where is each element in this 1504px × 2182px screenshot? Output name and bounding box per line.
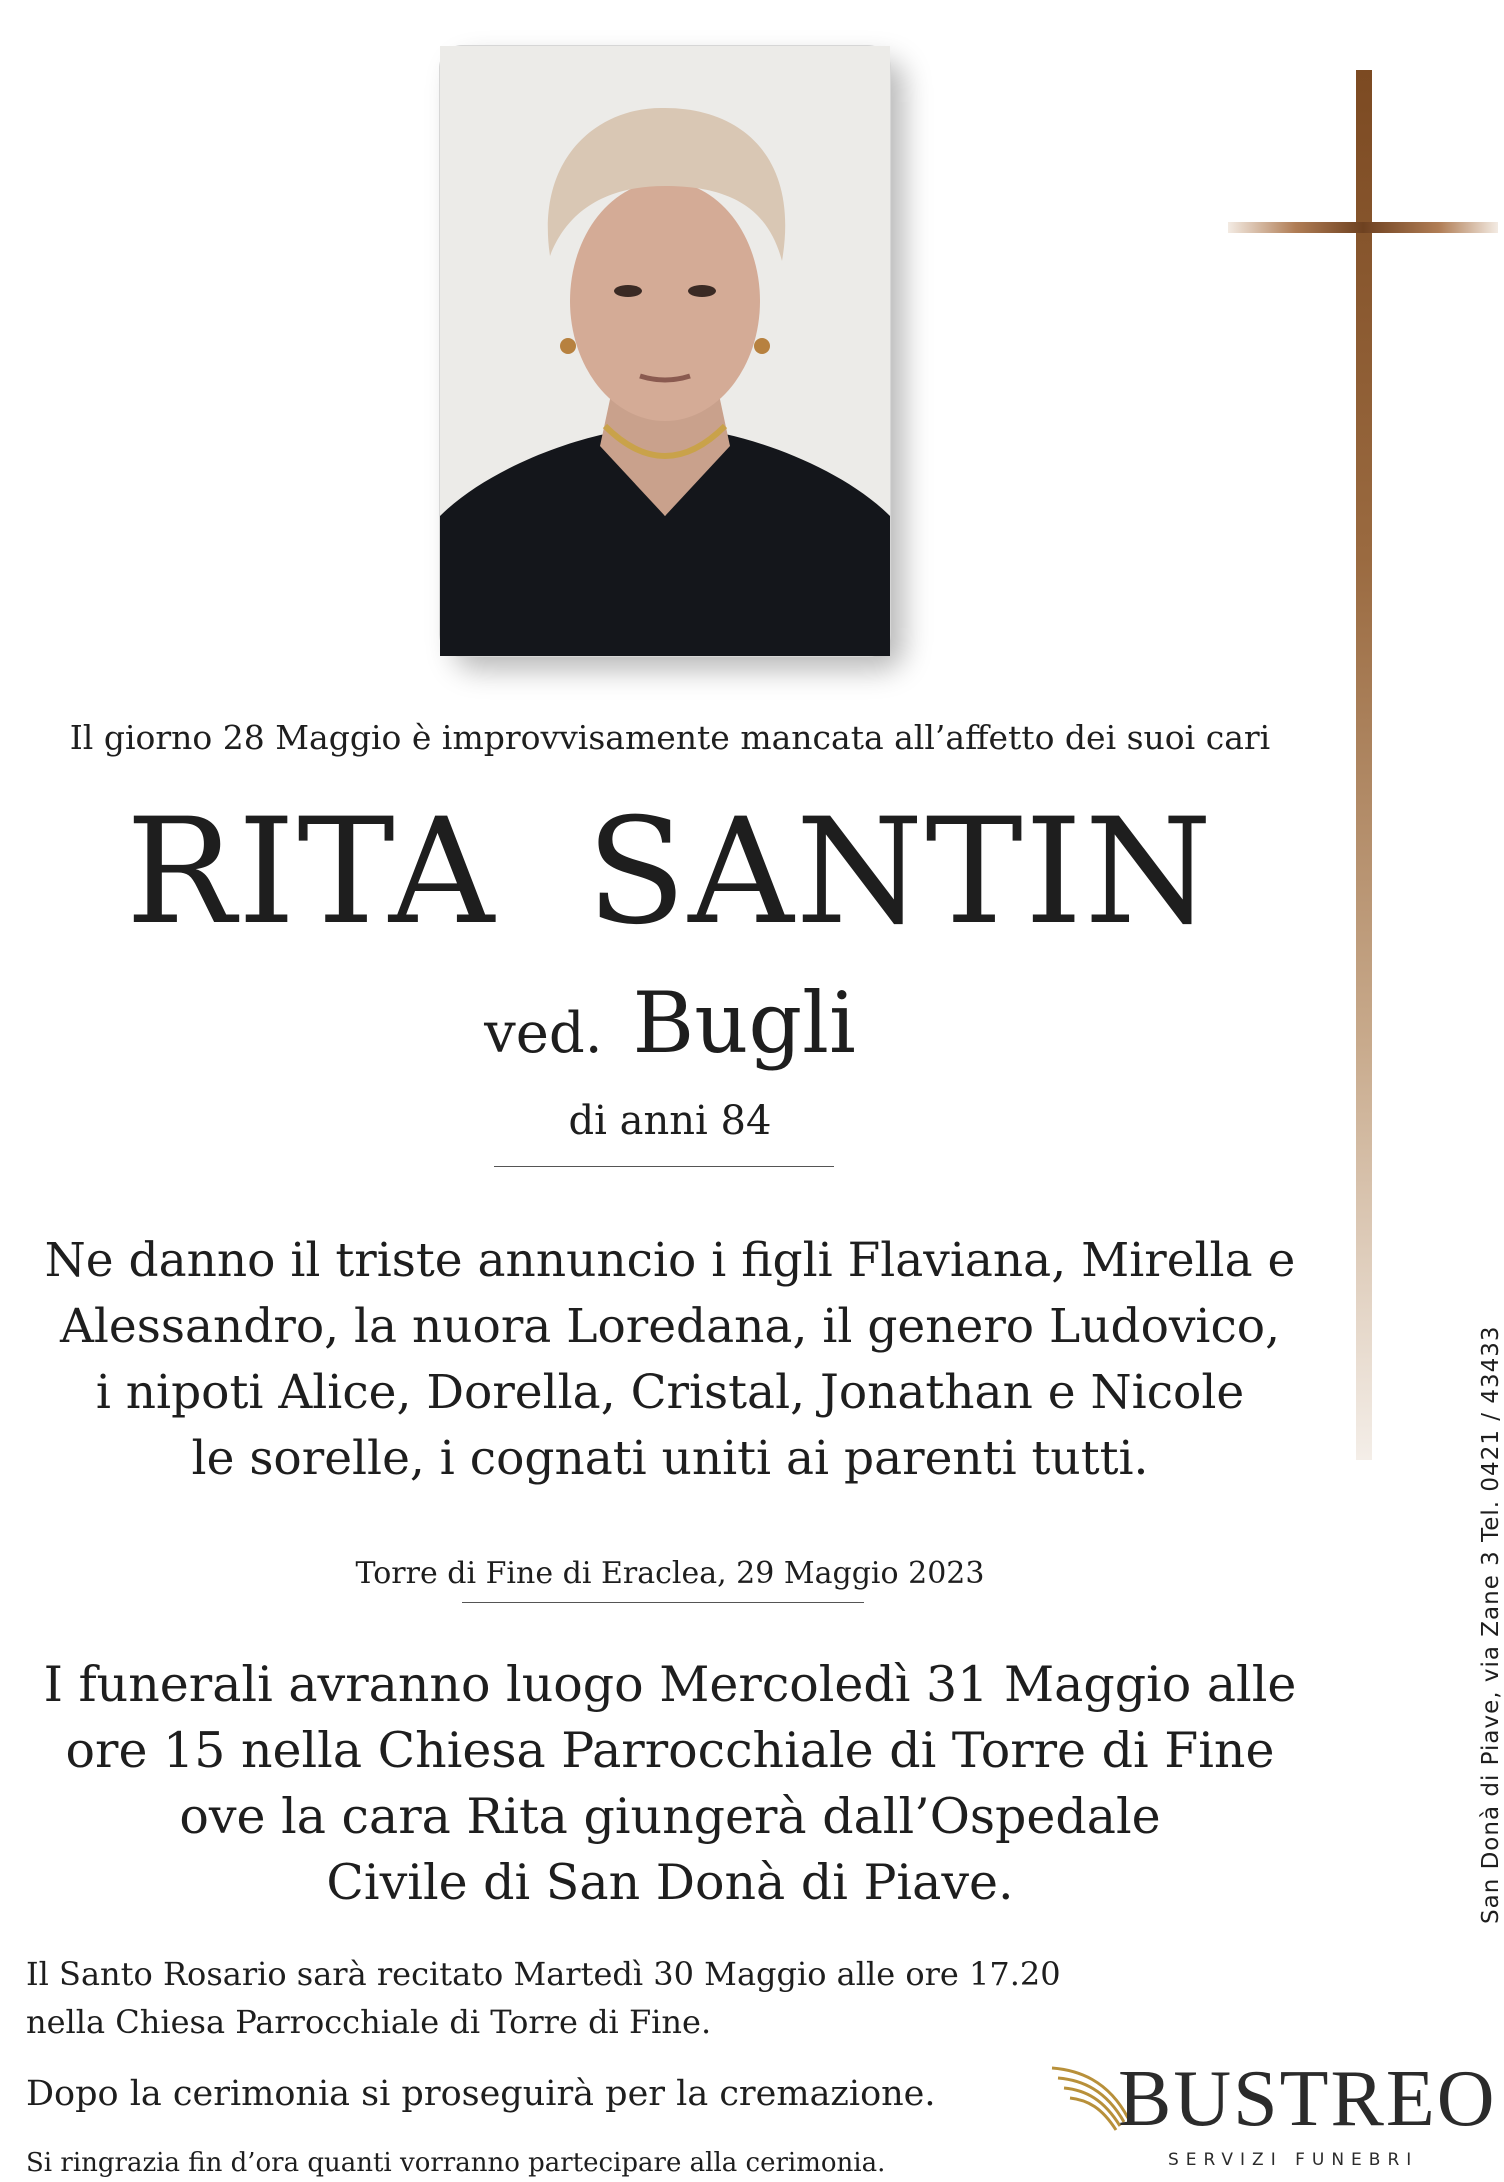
announcement-line: Ne danno il triste annuncio i figli Flaviana, Mirella e — [44, 1233, 1296, 1288]
first-name: RITA — [125, 787, 497, 957]
rosary-line: Il Santo Rosario sarà recitato Martedì 30 Maggio alle ore 17.20 — [26, 1955, 1061, 1993]
age: di anni 84 — [568, 1098, 772, 1144]
cross-vertical-bar — [1356, 70, 1372, 1460]
funeral-line: ore 15 nella Chiesa Parrocchiale di Torre di Fine — [65, 1722, 1275, 1779]
agency-subtitle: SERVIZI FUNEBRI — [1168, 2150, 1419, 2170]
announcement — [40, 1228, 1300, 1492]
divider — [494, 1166, 834, 1167]
married-surname: Bugli — [632, 974, 856, 1072]
agency-name: BUSTREO — [1118, 2055, 1497, 2143]
portrait-photo — [440, 46, 890, 656]
married-prefix: ved. — [484, 1001, 603, 1066]
cross-horizontal-bar — [1228, 222, 1498, 233]
deceased-name — [0, 787, 1340, 957]
funeral-line: ove la cara Rita giungerà dall’Ospedale — [179, 1788, 1161, 1845]
married-name — [0, 974, 1340, 1092]
agency-logo — [1048, 2054, 1497, 2178]
thanks-note: Si ringrazia fin d’ora quanti vorranno partecipare alla cerimonia. — [26, 2148, 886, 2178]
last-name: SANTIN — [586, 787, 1215, 957]
funeral-line: Civile di San Donà di Piave. — [326, 1854, 1014, 1911]
divider — [462, 1602, 864, 1603]
funeral-info — [0, 1652, 1340, 1916]
funeral-line: I funerali avranno luogo Mercoledì 31 Maggio alle — [43, 1656, 1297, 1713]
announcement-line: i nipoti Alice, Dorella, Cristal, Jonathan e Nicole — [95, 1365, 1245, 1420]
intro-text: Il giorno 28 Maggio è improvvisamente mancata all’affetto dei suoi cari — [69, 718, 1271, 757]
announcement-line: le sorelle, i cognati uniti ai parenti tutti. — [191, 1431, 1149, 1486]
cremation-note: Dopo la cerimonia si proseguirà per la cremazione. — [26, 2074, 936, 2114]
rosary-info — [26, 1950, 1061, 2046]
place-date: Torre di Fine di Eraclea, 29 Maggio 2023 — [355, 1556, 985, 1591]
rosary-line: nella Chiesa Parrocchiale di Torre di Fine. — [26, 2003, 712, 2041]
announcement-line: Alessandro, la nuora Loredana, il genero Ludovico, — [59, 1299, 1281, 1354]
agency-address: San Donà di Piave, via Zane 3 Tel. 0421 / 43433 — [1478, 1325, 1504, 1924]
portrait-illustration — [440, 46, 890, 656]
